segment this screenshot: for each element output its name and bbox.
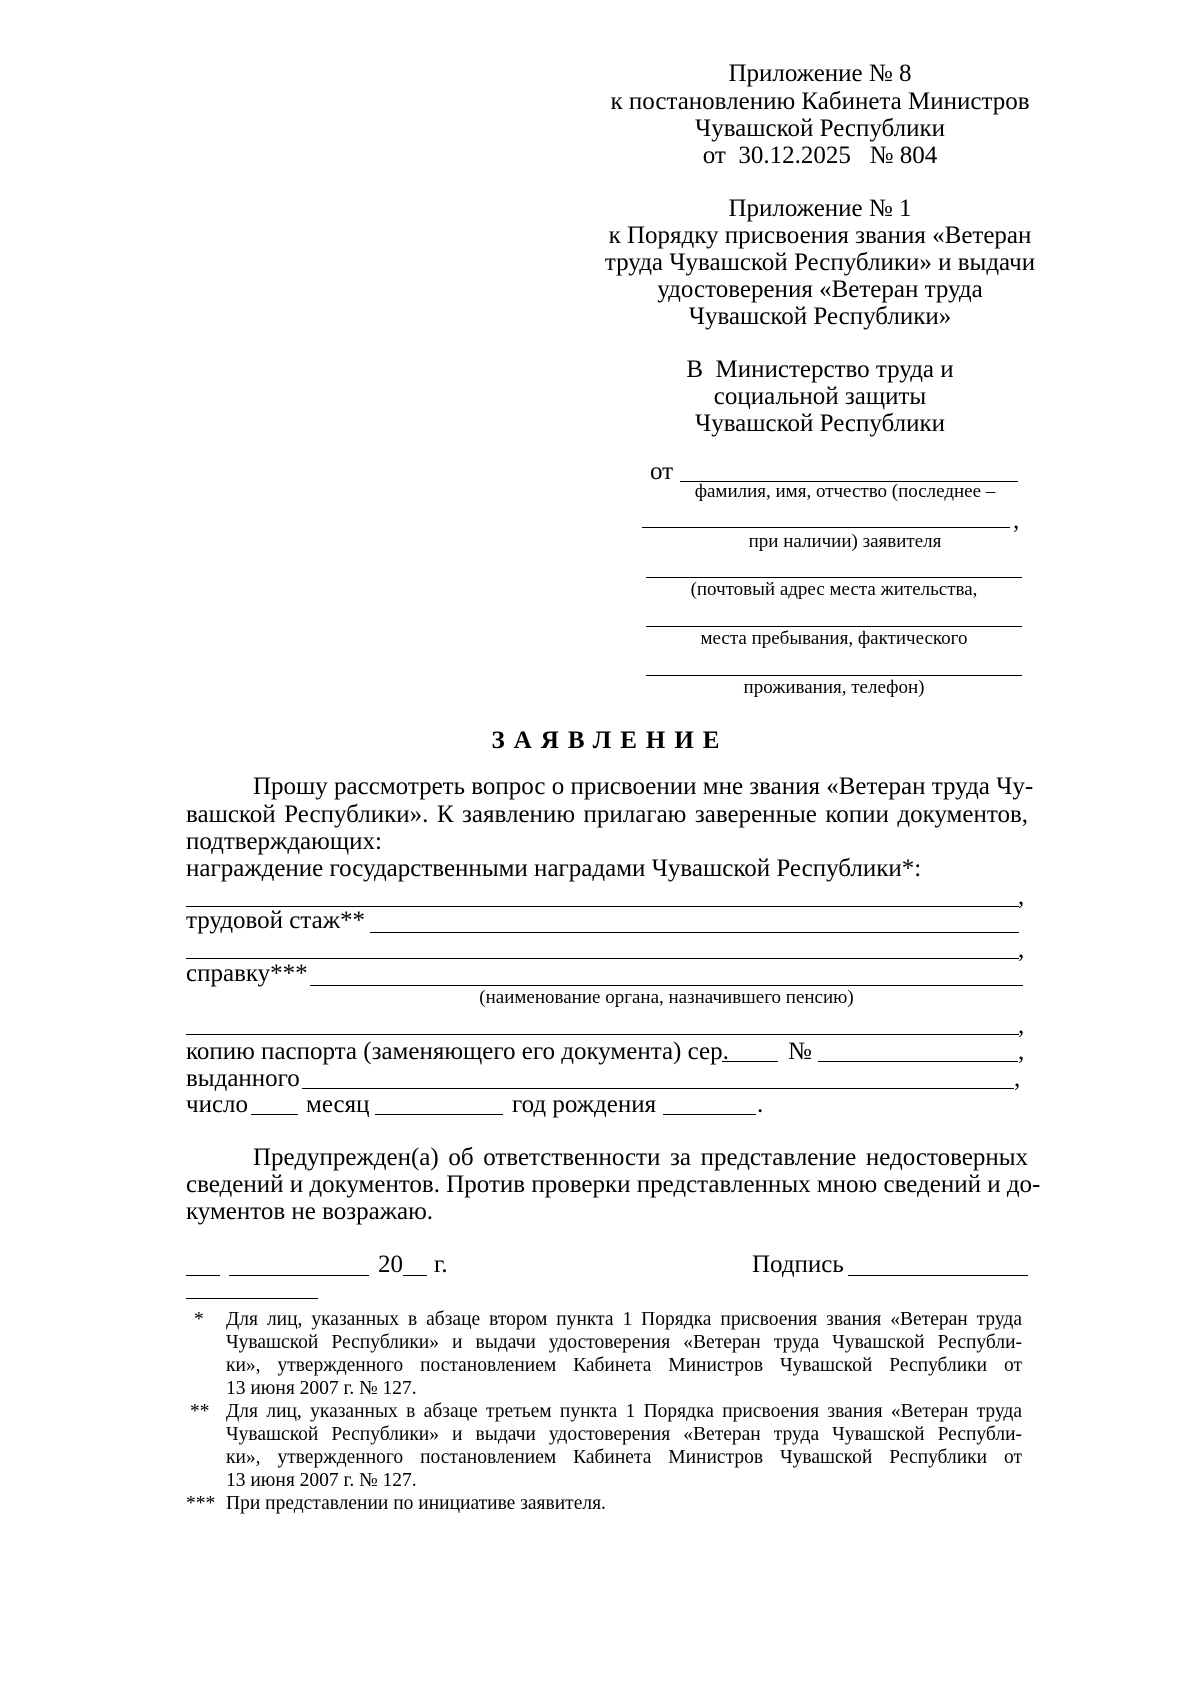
comma: , (1018, 883, 1025, 910)
addressee-line-3: Чувашской Республики (694, 410, 946, 437)
experience-label: трудовой стаж** (186, 907, 366, 934)
hint-name-1: фамилия, имя, отчество (последнее – (694, 481, 996, 502)
footnote-2-line-2: Чувашской Республики» и выдачи удостоверения «Ветеран труда Чувашской Республи- (226, 1424, 1022, 1445)
certificate-hint: (наименование органа, назначившего пенсию) (479, 987, 854, 1008)
hint-name-2: при наличии) заявителя (748, 531, 942, 552)
footnote-1-line-1: Для лиц, указанных в абзаце втором пункта 1 Порядка присвоения звания «Ветеран труда (226, 1309, 1022, 1330)
period: . (757, 1091, 764, 1118)
signature-label: Подпись (752, 1251, 844, 1278)
date-month-field[interactable] (229, 1275, 369, 1276)
day-field[interactable] (251, 1114, 298, 1115)
issued-field[interactable] (302, 1088, 1014, 1089)
footnote-1-line-3: ки», утвержденного постановлением Кабинета Министров Чувашской Республики от (226, 1355, 1022, 1376)
comma: , (1014, 1065, 1021, 1092)
applicant-name-field-2[interactable] (642, 527, 1010, 528)
body-line-3: подтверждающих: (186, 828, 382, 855)
from-label: от (650, 458, 674, 485)
appendix8-line-3: Чувашской Республики (694, 115, 946, 142)
certificate-label: справку*** (186, 960, 308, 987)
day-label: число (186, 1091, 249, 1118)
number-sign: № (788, 1038, 812, 1065)
appendix8-line-1: Приложение № 8 (728, 60, 912, 87)
body-line-2: вашской Республики». К заявлению прилагаю заверенные копии документов, (186, 801, 1028, 828)
comma: , (1018, 1038, 1025, 1065)
passport-label: копию паспорта (заменяющего его документа) сер. (186, 1038, 729, 1065)
warning-line-3: кументов не возражаю. (186, 1198, 434, 1225)
date-day-field[interactable] (186, 1275, 220, 1276)
appendix1-line-2: к Порядку присвоения звания «Ветеран (608, 222, 1032, 249)
passport-series-field[interactable] (722, 1061, 778, 1062)
appendix1-line-4: удостоверения «Ветеран труда (657, 276, 983, 303)
date-year-field[interactable] (403, 1275, 427, 1276)
footnote-2-line-4: 13 июня 2007 г. № 127. (226, 1470, 417, 1491)
comma: , (1013, 507, 1020, 534)
birth-year-field[interactable] (663, 1114, 756, 1115)
footnote-2-line-1: Для лиц, указанных в абзаце третьем пункта 1 Порядка присвоения звания «Ветеран труда (226, 1401, 1022, 1422)
hint-address-2: места пребывания, фактического (700, 628, 968, 649)
passport-number-field[interactable] (818, 1061, 1018, 1062)
footnote-marker: *** (186, 1493, 216, 1514)
footnote-1-line-4: 13 июня 2007 г. № 127. (226, 1378, 417, 1399)
appendix1-line-5: Чувашской Республики» (688, 303, 952, 330)
addressee-line-1: В Министерство труда и (686, 356, 954, 383)
appendix8-line-2: к постановлению Кабинета Министров (610, 88, 1030, 115)
document-title: ЗАЯВЛЕНИЕ (491, 727, 729, 754)
warning-line-1: Предупрежден(а) об ответственности за представление недостоверных (253, 1144, 1028, 1171)
comma: , (1018, 936, 1025, 963)
appendix8-line-4: от 30.12.2025 № 804 (702, 142, 938, 169)
footnote-marker: * (194, 1309, 204, 1330)
footnote-3-line-1: При представлении по инициативе заявителя. (226, 1493, 606, 1514)
awards-label: награждение государственными наградами Чувашской Республики*: (186, 855, 922, 882)
year-prefix: 20 (378, 1251, 403, 1278)
warning-line-2: сведений и документов. Против проверки представленных мною сведений и до- (186, 1171, 1041, 1198)
experience-field-2[interactable] (186, 958, 1019, 959)
footnote-separator (186, 1298, 318, 1299)
appendix1-line-1: Приложение № 1 (728, 195, 912, 222)
appendix1-line-3: труда Чувашской Республики» и выдачи (604, 249, 1036, 276)
comma: , (1018, 1012, 1025, 1039)
experience-field-1[interactable] (370, 932, 1019, 933)
addressee-line-2: социальной защиты (713, 383, 927, 410)
signature-field[interactable] (848, 1275, 1028, 1276)
certificate-field-2[interactable] (186, 1034, 1019, 1035)
hint-address-3: проживания, телефон) (743, 677, 925, 698)
year-suffix: г. (434, 1251, 448, 1278)
footnote-1-line-2: Чувашской Республики» и выдачи удостоверения «Ветеран труда Чувашской Республи- (226, 1332, 1022, 1353)
issued-label: выданного (186, 1065, 300, 1092)
body-line-1: Прошу рассмотреть вопрос о присвоении мне звания «Ветеран труда Чу- (253, 773, 1034, 800)
month-field[interactable] (375, 1114, 503, 1115)
footnote-marker: ** (190, 1401, 210, 1422)
birth-year-label: год рождения (512, 1091, 657, 1118)
hint-address-1: (почтовый адрес места жительства, (690, 579, 978, 600)
footnote-2-line-3: ки», утвержденного постановлением Кабинета Министров Чувашской Республики от (226, 1447, 1022, 1468)
month-label: месяц (306, 1091, 370, 1118)
